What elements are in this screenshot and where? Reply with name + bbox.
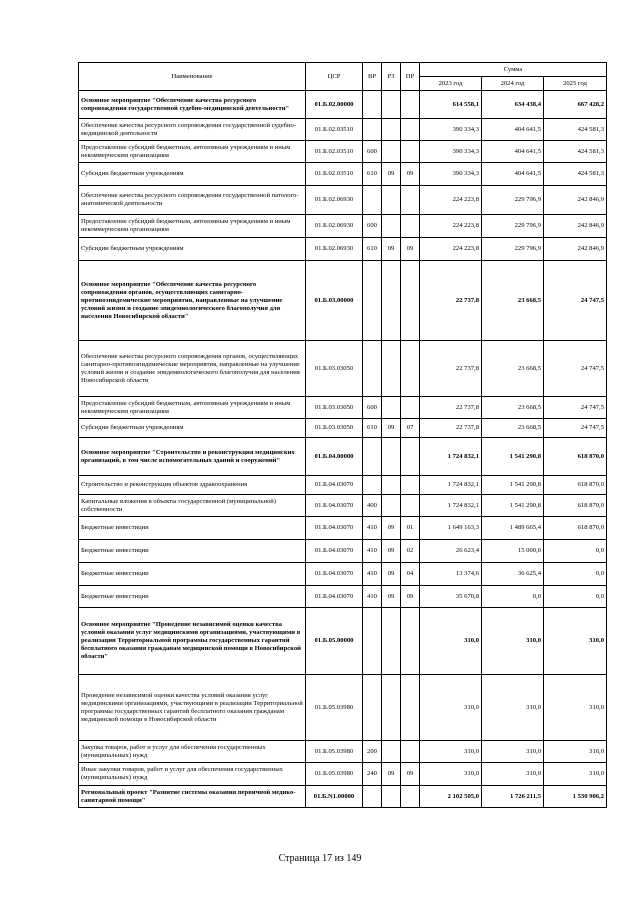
cell-2025: 667 428,2 — [544, 91, 607, 119]
cell-name: Субсидии бюджетным учреждениям — [79, 238, 306, 261]
cell-rz — [382, 438, 401, 476]
cell-2024: 23 668,5 — [482, 397, 544, 419]
cell-2025: 424 581,3 — [544, 119, 607, 141]
page-number: Страница 17 из 149 — [278, 853, 362, 864]
header-rz: РЗ — [382, 63, 401, 91]
cell-name: Основное мероприятие "Проведение независимой оценки качества условий оказания услуг медицинскими организациями, участвующими в реализации Территориальной программы государственных гарантий бесплатного оказания гражданам медицинской помощи в Новосибирской области" — [79, 608, 306, 675]
cell-2025: 242 846,9 — [544, 186, 607, 215]
cell-csr: 01.Б.05.03980 — [306, 763, 363, 786]
cell-csr: 01.Б.03.00000 — [306, 261, 363, 341]
cell-rz: 09 — [382, 586, 401, 608]
cell-rz — [382, 495, 401, 517]
cell-2023: 310,0 — [420, 675, 482, 741]
cell-pr — [401, 397, 420, 419]
table-row — [79, 215, 607, 238]
table-row — [79, 563, 607, 586]
cell-2024: 1 489 665,4 — [482, 517, 544, 540]
cell-vr — [363, 119, 382, 141]
cell-rz: 09 — [382, 563, 401, 586]
cell-2025: 1 530 906,2 — [544, 786, 607, 808]
cell-2023: 390 334,3 — [420, 163, 482, 186]
cell-2023: 310,0 — [420, 741, 482, 763]
table-row — [79, 186, 607, 215]
cell-2023: 35 670,8 — [420, 586, 482, 608]
cell-2023: 22 737,8 — [420, 261, 482, 341]
cell-name: Предоставление субсидий бюджетным, автономным учреждениям и иным некоммерческим организациям — [79, 215, 306, 238]
cell-vr — [363, 91, 382, 119]
cell-csr: 01.Б.02.06930 — [306, 238, 363, 261]
cell-name: Обеспечение качества ресурсного сопровождения государственной судебно-медицинской деятельности — [79, 119, 306, 141]
cell-pr: 09 — [401, 586, 420, 608]
header-vr: ВР — [363, 63, 382, 91]
cell-2023: 22 737,8 — [420, 397, 482, 419]
table-row — [79, 419, 607, 438]
cell-pr — [401, 608, 420, 675]
cell-2023: 310,0 — [420, 763, 482, 786]
cell-pr — [401, 786, 420, 808]
cell-2025: 310,0 — [544, 741, 607, 763]
cell-name: Предоставление субсидий бюджетным, автономным учреждениям и иным некоммерческим организациям — [79, 141, 306, 163]
cell-2024: 229 796,9 — [482, 186, 544, 215]
cell-2025: 242 846,9 — [544, 215, 607, 238]
cell-vr — [363, 341, 382, 397]
cell-pr — [401, 495, 420, 517]
cell-2025: 24 747,5 — [544, 419, 607, 438]
cell-rz: 09 — [382, 419, 401, 438]
cell-rz — [382, 186, 401, 215]
table-body — [79, 91, 607, 808]
cell-rz — [382, 608, 401, 675]
cell-vr: 410 — [363, 586, 382, 608]
cell-pr — [401, 341, 420, 397]
cell-name: Обеспечение качества ресурсного сопровождения государственной патолого-анатомической деятельности — [79, 186, 306, 215]
cell-2023: 1 724 832,1 — [420, 438, 482, 476]
cell-rz — [382, 261, 401, 341]
table-row — [79, 517, 607, 540]
cell-name: Иные закупки товаров, работ и услуг для обеспечения государственных (муниципальных) нужд — [79, 763, 306, 786]
cell-name: Региональный проект "Развитие системы оказания первичной медико-санитарной помощи" — [79, 786, 306, 808]
cell-rz — [382, 91, 401, 119]
cell-csr: 01.Б.05.00000 — [306, 608, 363, 675]
header-year-2025: 2025 год — [544, 77, 607, 91]
cell-rz — [382, 786, 401, 808]
cell-vr: 600 — [363, 215, 382, 238]
cell-rz — [382, 675, 401, 741]
cell-vr — [363, 786, 382, 808]
cell-name: Основное мероприятие "Обеспечение качества ресурсного сопровождения органов, осуществляющих санитарно-противоэпидемические мероприятия, направленные на улучшение условий жизни и создание эпидемиологического благополучия для населения Новосибирской области" — [79, 261, 306, 341]
cell-csr: 01.Б.04.03070 — [306, 540, 363, 563]
cell-vr: 410 — [363, 540, 382, 563]
table-row — [79, 586, 607, 608]
cell-2025: 310,0 — [544, 675, 607, 741]
cell-csr: 01.Б.02.06930 — [306, 215, 363, 238]
cell-name: Субсидии бюджетным учреждениям — [79, 163, 306, 186]
cell-2024: 1 726 211,5 — [482, 786, 544, 808]
cell-name: Бюджетные инвестиции — [79, 586, 306, 608]
cell-2025: 0,0 — [544, 540, 607, 563]
cell-pr: 07 — [401, 419, 420, 438]
cell-vr: 600 — [363, 397, 382, 419]
cell-pr: 09 — [401, 763, 420, 786]
table-row — [79, 741, 607, 763]
cell-2023: 390 334,3 — [420, 141, 482, 163]
cell-vr: 610 — [363, 238, 382, 261]
cell-2024: 36 625,4 — [482, 563, 544, 586]
cell-name: Проведение независимой оценки качества условий оказания услуг медицинскими организациями, участвующими в реализации Территориальной программы государственных гарантий бесплатного оказания гражданам медицинской помощи в Новосибирской области — [79, 675, 306, 741]
cell-pr — [401, 438, 420, 476]
table-row — [79, 397, 607, 419]
cell-rz — [382, 741, 401, 763]
table-row — [79, 608, 607, 675]
cell-2024: 229 796,9 — [482, 238, 544, 261]
cell-rz — [382, 476, 401, 495]
cell-csr: 01.Б.02.00000 — [306, 91, 363, 119]
cell-name: Капитальные вложения в объекты государственной (муниципальной) собственности — [79, 495, 306, 517]
table-row — [79, 675, 607, 741]
table-row — [79, 91, 607, 119]
cell-2023: 310,0 — [420, 608, 482, 675]
cell-2025: 618 870,0 — [544, 438, 607, 476]
cell-2025: 618 870,0 — [544, 495, 607, 517]
cell-2025: 0,0 — [544, 563, 607, 586]
cell-2024: 23 668,5 — [482, 419, 544, 438]
cell-2024: 1 541 290,8 — [482, 476, 544, 495]
cell-csr: 01.Б.04.03070 — [306, 476, 363, 495]
header-year-2024: 2024 год — [482, 77, 544, 91]
cell-vr — [363, 186, 382, 215]
table-row — [79, 141, 607, 163]
cell-pr: 04 — [401, 563, 420, 586]
cell-vr: 400 — [363, 495, 382, 517]
cell-2024: 1 541 290,8 — [482, 438, 544, 476]
cell-rz — [382, 119, 401, 141]
cell-vr: 610 — [363, 163, 382, 186]
cell-vr: 240 — [363, 763, 382, 786]
cell-rz: 09 — [382, 763, 401, 786]
cell-2025: 242 846,9 — [544, 238, 607, 261]
cell-csr: 01.Б.02.03510 — [306, 141, 363, 163]
cell-pr — [401, 741, 420, 763]
cell-pr: 01 — [401, 517, 420, 540]
cell-2025: 310,0 — [544, 608, 607, 675]
cell-name: Обеспечение качества ресурсного сопровождения органов, осуществляющих санитарно-противоэпидемические мероприятия, направленные на улучшение условий жизни и создание эпидемиологического благополучия для населения Новосибирской области — [79, 341, 306, 397]
table-row — [79, 163, 607, 186]
cell-2024: 404 641,5 — [482, 163, 544, 186]
cell-pr — [401, 186, 420, 215]
cell-2023: 22 737,8 — [420, 341, 482, 397]
cell-2024: 310,0 — [482, 763, 544, 786]
cell-2023: 2 102 505,0 — [420, 786, 482, 808]
cell-csr: 01.Б.04.03070 — [306, 495, 363, 517]
cell-2024: 15 000,0 — [482, 540, 544, 563]
cell-2023: 614 558,1 — [420, 91, 482, 119]
cell-pr: 02 — [401, 540, 420, 563]
cell-2024: 404 641,5 — [482, 141, 544, 163]
cell-name: Предоставление субсидий бюджетным, автономным учреждениям и иным некоммерческим организациям — [79, 397, 306, 419]
cell-name: Основное мероприятие "Строительство и реконструкция медицинских организаций, в том числе вспомогательных зданий и сооружений" — [79, 438, 306, 476]
cell-csr: 01.Б.04.00000 — [306, 438, 363, 476]
header-year-2023: 2023 год — [420, 77, 482, 91]
cell-vr: 410 — [363, 563, 382, 586]
cell-2025: 24 747,5 — [544, 397, 607, 419]
cell-vr — [363, 476, 382, 495]
cell-2023: 390 334,3 — [420, 119, 482, 141]
cell-pr: 09 — [401, 238, 420, 261]
cell-2023: 13 374,6 — [420, 563, 482, 586]
cell-name: Бюджетные инвестиции — [79, 563, 306, 586]
cell-pr — [401, 675, 420, 741]
table-row — [79, 261, 607, 341]
cell-csr: 01.Б.04.03070 — [306, 586, 363, 608]
cell-2023: 1 724 832,1 — [420, 495, 482, 517]
table-row — [79, 540, 607, 563]
cell-csr: 01.Б.02.03510 — [306, 119, 363, 141]
cell-2024: 310,0 — [482, 741, 544, 763]
cell-2025: 0,0 — [544, 586, 607, 608]
cell-2023: 22 737,8 — [420, 419, 482, 438]
cell-name: Закупка товаров, работ и услуг для обеспечения государственных (муниципальных) нужд — [79, 741, 306, 763]
budget-table — [78, 62, 607, 808]
cell-2024: 23 668,5 — [482, 341, 544, 397]
cell-2024: 1 541 290,8 — [482, 495, 544, 517]
cell-2025: 618 870,0 — [544, 517, 607, 540]
cell-2023: 1 649 163,3 — [420, 517, 482, 540]
cell-vr — [363, 608, 382, 675]
cell-name: Субсидии бюджетным учреждениям — [79, 419, 306, 438]
cell-2023: 224 223,8 — [420, 238, 482, 261]
cell-vr: 600 — [363, 141, 382, 163]
cell-2025: 424 581,3 — [544, 163, 607, 186]
cell-rz: 09 — [382, 517, 401, 540]
cell-pr: 09 — [401, 163, 420, 186]
cell-name: Бюджетные инвестиции — [79, 540, 306, 563]
cell-csr: 01.Б.03.03050 — [306, 419, 363, 438]
table-row — [79, 786, 607, 808]
cell-vr — [363, 438, 382, 476]
cell-2025: 310,0 — [544, 763, 607, 786]
table-row — [79, 341, 607, 397]
cell-rz — [382, 341, 401, 397]
cell-2023: 26 623,4 — [420, 540, 482, 563]
cell-2024: 23 668,5 — [482, 261, 544, 341]
cell-2023: 1 724 832,1 — [420, 476, 482, 495]
cell-rz — [382, 141, 401, 163]
cell-2025: 618 870,0 — [544, 476, 607, 495]
cell-name: Строительство и реконструкция объектов здравоохранения — [79, 476, 306, 495]
cell-pr — [401, 119, 420, 141]
cell-vr — [363, 261, 382, 341]
cell-name: Бюджетные инвестиции — [79, 517, 306, 540]
cell-csr: 01.Б.03.03050 — [306, 397, 363, 419]
cell-rz: 09 — [382, 238, 401, 261]
cell-rz: 09 — [382, 540, 401, 563]
cell-rz — [382, 397, 401, 419]
cell-csr: 01.Б.04.03070 — [306, 517, 363, 540]
cell-csr: 01.Б.05.03980 — [306, 675, 363, 741]
cell-pr — [401, 141, 420, 163]
cell-csr: 01.Б.N1.00000 — [306, 786, 363, 808]
cell-csr: 01.Б.02.06930 — [306, 186, 363, 215]
cell-2024: 634 438,4 — [482, 91, 544, 119]
cell-vr: 410 — [363, 517, 382, 540]
cell-csr: 01.Б.05.03980 — [306, 741, 363, 763]
table-row — [79, 476, 607, 495]
header-pr: ПР — [401, 63, 420, 91]
cell-2025: 24 747,5 — [544, 261, 607, 341]
cell-2023: 224 223,8 — [420, 215, 482, 238]
cell-vr: 200 — [363, 741, 382, 763]
cell-2025: 424 581,3 — [544, 141, 607, 163]
table-row — [79, 438, 607, 476]
table-row — [79, 238, 607, 261]
cell-name: Основное мероприятие "Обеспечение качества ресурсного сопровождения государственной судебно-медицинской деятельности" — [79, 91, 306, 119]
cell-2024: 404 641,5 — [482, 119, 544, 141]
cell-csr: 01.Б.02.03510 — [306, 163, 363, 186]
cell-pr — [401, 476, 420, 495]
cell-2024: 310,0 — [482, 608, 544, 675]
cell-2025: 24 747,5 — [544, 341, 607, 397]
cell-pr — [401, 215, 420, 238]
cell-vr — [363, 675, 382, 741]
cell-rz — [382, 215, 401, 238]
cell-2023: 224 223,8 — [420, 186, 482, 215]
cell-2024: 0,0 — [482, 586, 544, 608]
cell-rz: 09 — [382, 163, 401, 186]
table-row — [79, 119, 607, 141]
cell-pr — [401, 261, 420, 341]
cell-vr: 610 — [363, 419, 382, 438]
header-sum: Сумма — [420, 63, 607, 77]
cell-2024: 229 796,9 — [482, 215, 544, 238]
cell-pr — [401, 91, 420, 119]
cell-csr: 01.Б.04.03070 — [306, 563, 363, 586]
cell-2024: 310,0 — [482, 675, 544, 741]
header-csr: ЦСР — [306, 63, 363, 91]
header-name: Наименование — [79, 63, 306, 91]
table-row — [79, 763, 607, 786]
cell-csr: 01.Б.03.03050 — [306, 341, 363, 397]
table-row — [79, 495, 607, 517]
